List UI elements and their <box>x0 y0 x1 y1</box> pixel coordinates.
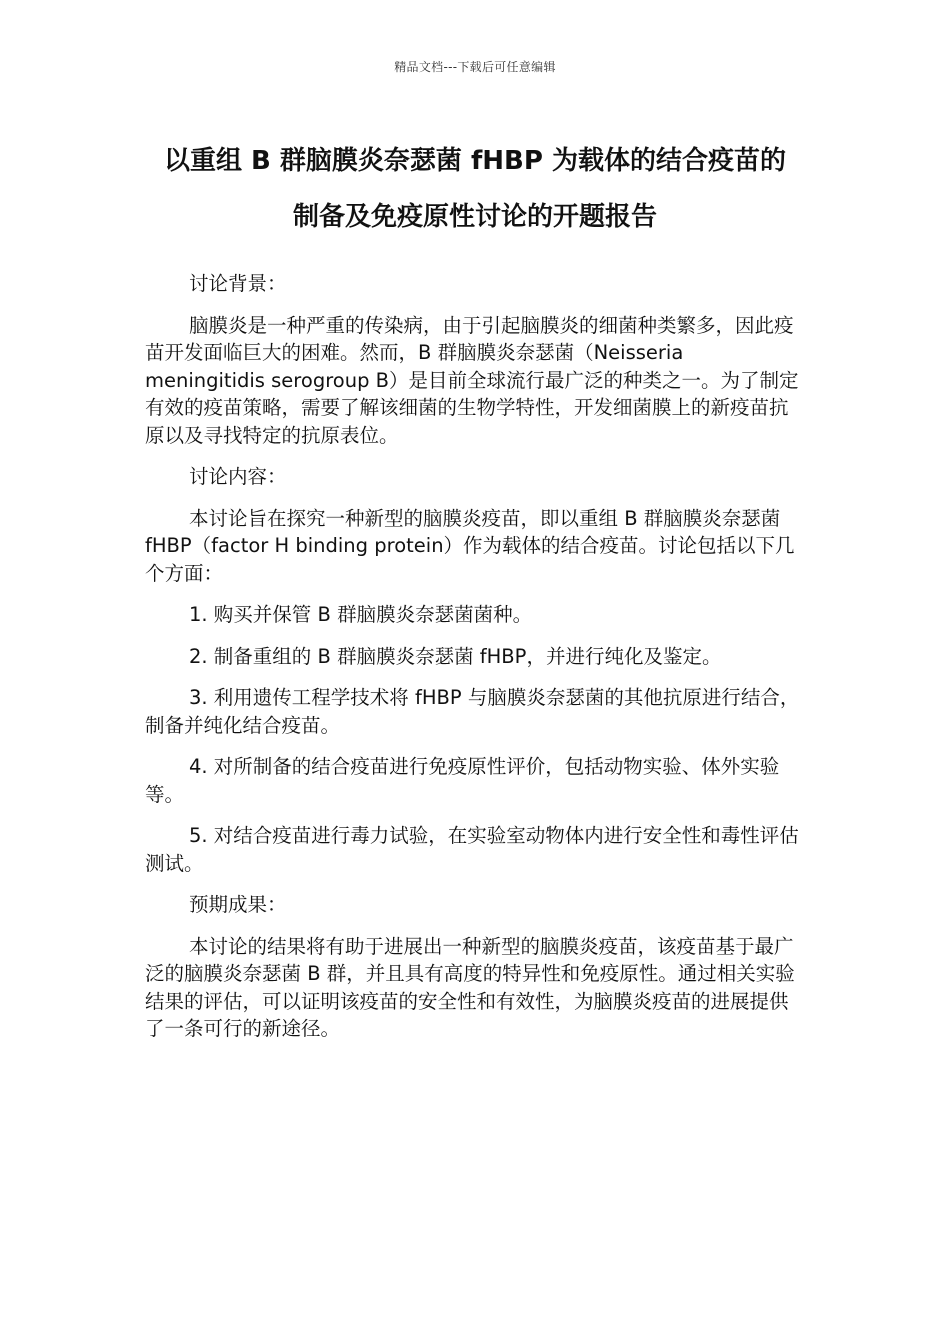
content-item-5: 5. 对结合疫苗进行毒力试验，在实验室动物体内进行安全性和毒性评估测试。 <box>145 824 799 875</box>
content-heading: 讨论内容： <box>189 465 287 488</box>
content-item-3: 3. 利用遗传工程学技术将 fHBP 与脑膜炎奈瑟菌的其他抗原进行结合，制备并纯化结合疫苗。 <box>145 686 800 737</box>
document-body <box>145 270 805 1057</box>
page-header: 精品文档---下载后可任意编辑 <box>394 60 556 74</box>
results-heading: 预期成果： <box>189 893 287 916</box>
results-paragraph: 本讨论的结果将有助于进展出一种新型的脑膜炎疫苗，该疫苗基于最广泛的脑膜炎奈瑟菌 B 群，并且具有高度的特异性和免疫原性。通过相关实验结果的评估，可以证明该疫苗的安全性和有效性，为脑膜炎疫苗的进展提供了一条可行的新途径。 <box>145 934 795 1040</box>
document-title-line-2: 制备及免疫原性讨论的开题报告 <box>292 202 657 232</box>
content-item-2: 2. 制备重组的 B 群脑膜炎奈瑟菌 fHBP，并进行纯化及鉴定。 <box>189 644 722 668</box>
document-title-line-1: 以重组 B 群脑膜炎奈瑟菌 fHBP 为载体的结合疫苗的 <box>164 146 786 176</box>
content-intro-paragraph: 本讨论旨在探究一种新型的脑膜炎疫苗，即以重组 B 群脑膜炎奈瑟菌 fHBP（factor H binding protein）作为载体的结合疫苗。讨论包括以下几个方面： <box>145 506 795 585</box>
content-item-4: 4. 对所制备的结合疫苗进行免疫原性评价，包括动物实验、体外实验等。 <box>145 755 780 806</box>
content-item-1: 1. 购买并保管 B 群脑膜炎奈瑟菌菌种。 <box>189 603 533 626</box>
background-paragraph: 脑膜炎是一种严重的传染病，由于引起脑膜炎的细菌种类繁多，因此疫苗开发面临巨大的困难。然而，B 群脑膜炎奈瑟菌（Neisseria meningitidis serogroup B）是目前全球流行最广泛的种类之一。为了制定有效的疫苗策略，需要了解该细菌的生物学特性，开发细菌膜上的新疫苗抗原以及寻找特定的抗原表位。 <box>145 313 799 447</box>
background-heading: 讨论背景： <box>189 272 287 295</box>
